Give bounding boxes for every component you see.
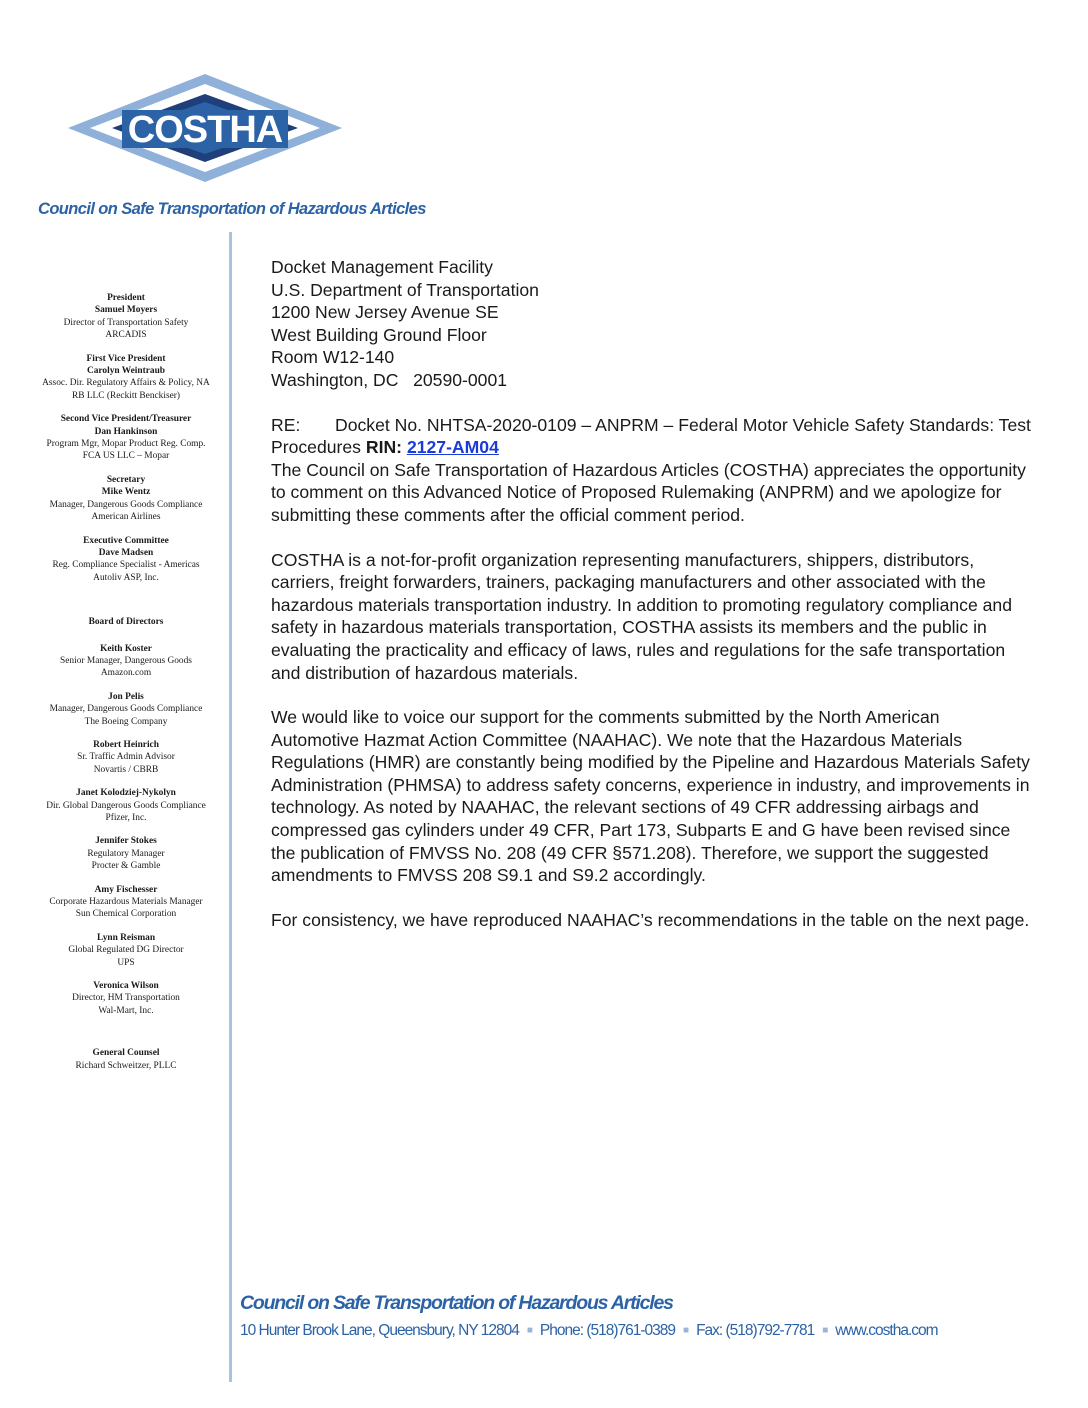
director-name: Janet Kolodziej-Nykolyn	[76, 788, 176, 799]
paragraph: We would like to voice our support for the comments submitted by the North American Automotive Hazmat Action Committee (NAAHAC). We note that the Hazardous Materials Regulations (HMR) are constantly being modified by the Pipeline and Hazardous Materials Safety Administration (PHMSA) to address safety concerns, experience in industry, and improvements in technology. As noted by NAAHAC, the relevant sections of 49 CFR addressing airbags and compressed gas cylinders under 49 CFR, Part 173, Subparts E and G have been revised since the publication of FMVSS No. 208 (49 CFR §571.208). Therefore, we support the suggested amendments to FMVSS 208 S9.1 and S9.2 accordingly.	[271, 707, 1030, 886]
director-entry	[20, 691, 232, 728]
officer-name: Dave Madsen	[98, 547, 154, 558]
director-company: Pfizer, Inc.	[105, 813, 147, 823]
officer-role: President	[107, 293, 145, 303]
address-line: Washington, DC 20590-0001	[271, 369, 508, 390]
paragraph: COSTHA is a not-for-profit organization representing manufacturers, shippers, distributors, carriers, freight forwarders, trainers, packaging manufacturers and other associated with the hazardous materials transportation industry. In addition to promoting regulatory compliance and safety in hazardous materials transportation, COSTHA assists its members and the public in evaluating the practicality and efficacy of laws, rules and regulations for the safe transportation and distribution of hazardous materials.	[271, 549, 1012, 683]
director-company: The Boeing Company	[84, 716, 168, 727]
director-title: Global Regulated DG Director	[68, 945, 184, 956]
director-name: Amy Fischesser	[94, 884, 158, 895]
board-sidebar	[20, 292, 232, 1072]
re-text: Docket No. NHTSA-2020-0109 – ANPRM – Federal Motor Vehicle Safety Standards: Test Procedures	[271, 414, 1031, 458]
director-name: Jon Pelis	[108, 691, 144, 702]
footer-website[interactable]: www.costha.com	[835, 1322, 938, 1339]
officer-company: American Airlines	[91, 512, 161, 523]
director-title: Dir. Global Dangerous Goods Compliance	[46, 800, 206, 811]
board-of-directors-heading: Board of Directors	[88, 617, 164, 628]
separator-dot: ■	[822, 1325, 828, 1336]
address-line: West Building Ground Floor	[271, 324, 487, 345]
paragraph: The Council on Safe Transportation of Hazardous Articles (COSTHA) appreciates the opportunity to comment on this Advanced Notice of Proposed Rulemaking (ANPRM) and we apologize for submitting these comments after the official comment period.	[271, 459, 1026, 525]
officer-company: FCA US LLC – Mopar	[82, 451, 170, 462]
director-entry	[20, 739, 232, 776]
director-name: Keith Koster	[100, 643, 152, 654]
officer-name: Samuel Moyers	[94, 305, 158, 316]
director-name: Veronica Wilson	[93, 981, 159, 992]
officer-role: Second Vice President/Treasurer	[60, 414, 192, 425]
officer-name: Dan Hankinson	[94, 426, 158, 437]
officer-executive-committee	[20, 535, 232, 585]
officer-title: Program Mgr, Mopar Product Reg. Comp.	[46, 439, 206, 450]
director-name: Robert Heinrich	[93, 739, 159, 750]
director-company: Amazon.com	[100, 668, 152, 679]
director-title: Senior Manager, Dangerous Goods	[60, 655, 192, 666]
director-company: Sun Chemical Corporation	[75, 909, 177, 920]
re-label: RE:	[271, 414, 301, 435]
recipient-address	[271, 256, 1031, 392]
officer-secretary	[20, 474, 232, 524]
officer-name: Carolyn Weintraub	[86, 366, 166, 377]
director-title: Corporate Hazardous Materials Manager	[49, 897, 203, 908]
officer-first-vice-president	[20, 353, 232, 403]
footer-fax: Fax: (518)792-7781	[696, 1322, 815, 1339]
paragraph: For consistency, we have reproduced NAAHAC’s recommendations in the table on the next page.	[271, 909, 1030, 930]
officer-title: Assoc. Dir. Regulatory Affairs & Policy, NA	[42, 378, 210, 389]
director-company: UPS	[117, 957, 135, 968]
director-entry	[20, 787, 232, 824]
director-title: Manager, Dangerous Goods Compliance	[49, 704, 203, 715]
general-counsel-block	[20, 1047, 232, 1072]
director-title: Sr. Traffic Admin Advisor	[77, 752, 175, 763]
logo-wordmark: COSTHA	[127, 109, 283, 151]
footer-phone: Phone: (518)761-0389	[539, 1322, 676, 1339]
director-company: Novartis / CBRB	[93, 764, 159, 775]
address-line: 1200 New Jersey Avenue SE	[271, 302, 499, 323]
address-line: U.S. Department of Transportation	[271, 279, 539, 300]
footer-contact	[240, 1322, 938, 1340]
director-entry	[20, 835, 232, 872]
officer-title: Reg. Compliance Specialist - Americas	[52, 560, 200, 571]
costha-logo	[60, 66, 350, 196]
general-counsel-role: General Counsel	[92, 1048, 160, 1059]
officer-second-vice-president	[20, 413, 232, 463]
subject-line	[271, 414, 1031, 459]
director-title: Regulatory Manager	[87, 848, 165, 859]
officer-role: Executive Committee	[83, 535, 169, 546]
director-name: Lynn Reisman	[96, 932, 156, 943]
footer-org-name: Council on Safe Transportation of Hazardous Articles	[240, 1292, 673, 1314]
letter-body	[271, 256, 1031, 953]
officer-role: First Vice President	[86, 353, 166, 364]
rin-link[interactable]: 2127-AM04	[406, 437, 499, 458]
officer-company: RB LLC (Reckitt Benckiser)	[71, 390, 181, 401]
officer-title: Manager, Dangerous Goods Compliance	[49, 499, 203, 510]
board-of-directors-heading-block	[20, 616, 232, 628]
address-line: Docket Management Facility	[271, 257, 493, 277]
officer-company: Autoliv ASP, Inc.	[93, 572, 159, 583]
director-entry	[20, 884, 232, 921]
address-line: Room W12-140	[271, 347, 395, 368]
officer-role: Secretary	[106, 474, 146, 485]
director-entry	[20, 643, 232, 680]
director-title: Director, HM Transportation	[72, 993, 180, 1004]
logo-tagline: Council on Safe Transportation of Hazardous Articles	[38, 200, 426, 218]
director-entry	[20, 980, 232, 1017]
director-company: Procter & Gamble	[91, 861, 161, 872]
director-entry	[20, 932, 232, 969]
separator-dot: ■	[526, 1325, 532, 1336]
officer-title: Director of Transportation Safety	[63, 317, 189, 328]
officer-company: ARCADIS	[105, 330, 147, 341]
officer-president	[20, 292, 232, 342]
rin-label: RIN:	[365, 437, 403, 458]
officer-name: Mike Wentz	[101, 487, 151, 498]
director-company: Wal-Mart, Inc.	[98, 1005, 154, 1016]
general-counsel-firm: Richard Schweitzer, PLLC	[75, 1060, 177, 1071]
footer-address: 10 Hunter Brook Lane, Queensbury, NY 12804	[240, 1322, 519, 1339]
director-name: Jennifer Stokes	[95, 836, 157, 847]
separator-dot: ■	[683, 1325, 689, 1336]
